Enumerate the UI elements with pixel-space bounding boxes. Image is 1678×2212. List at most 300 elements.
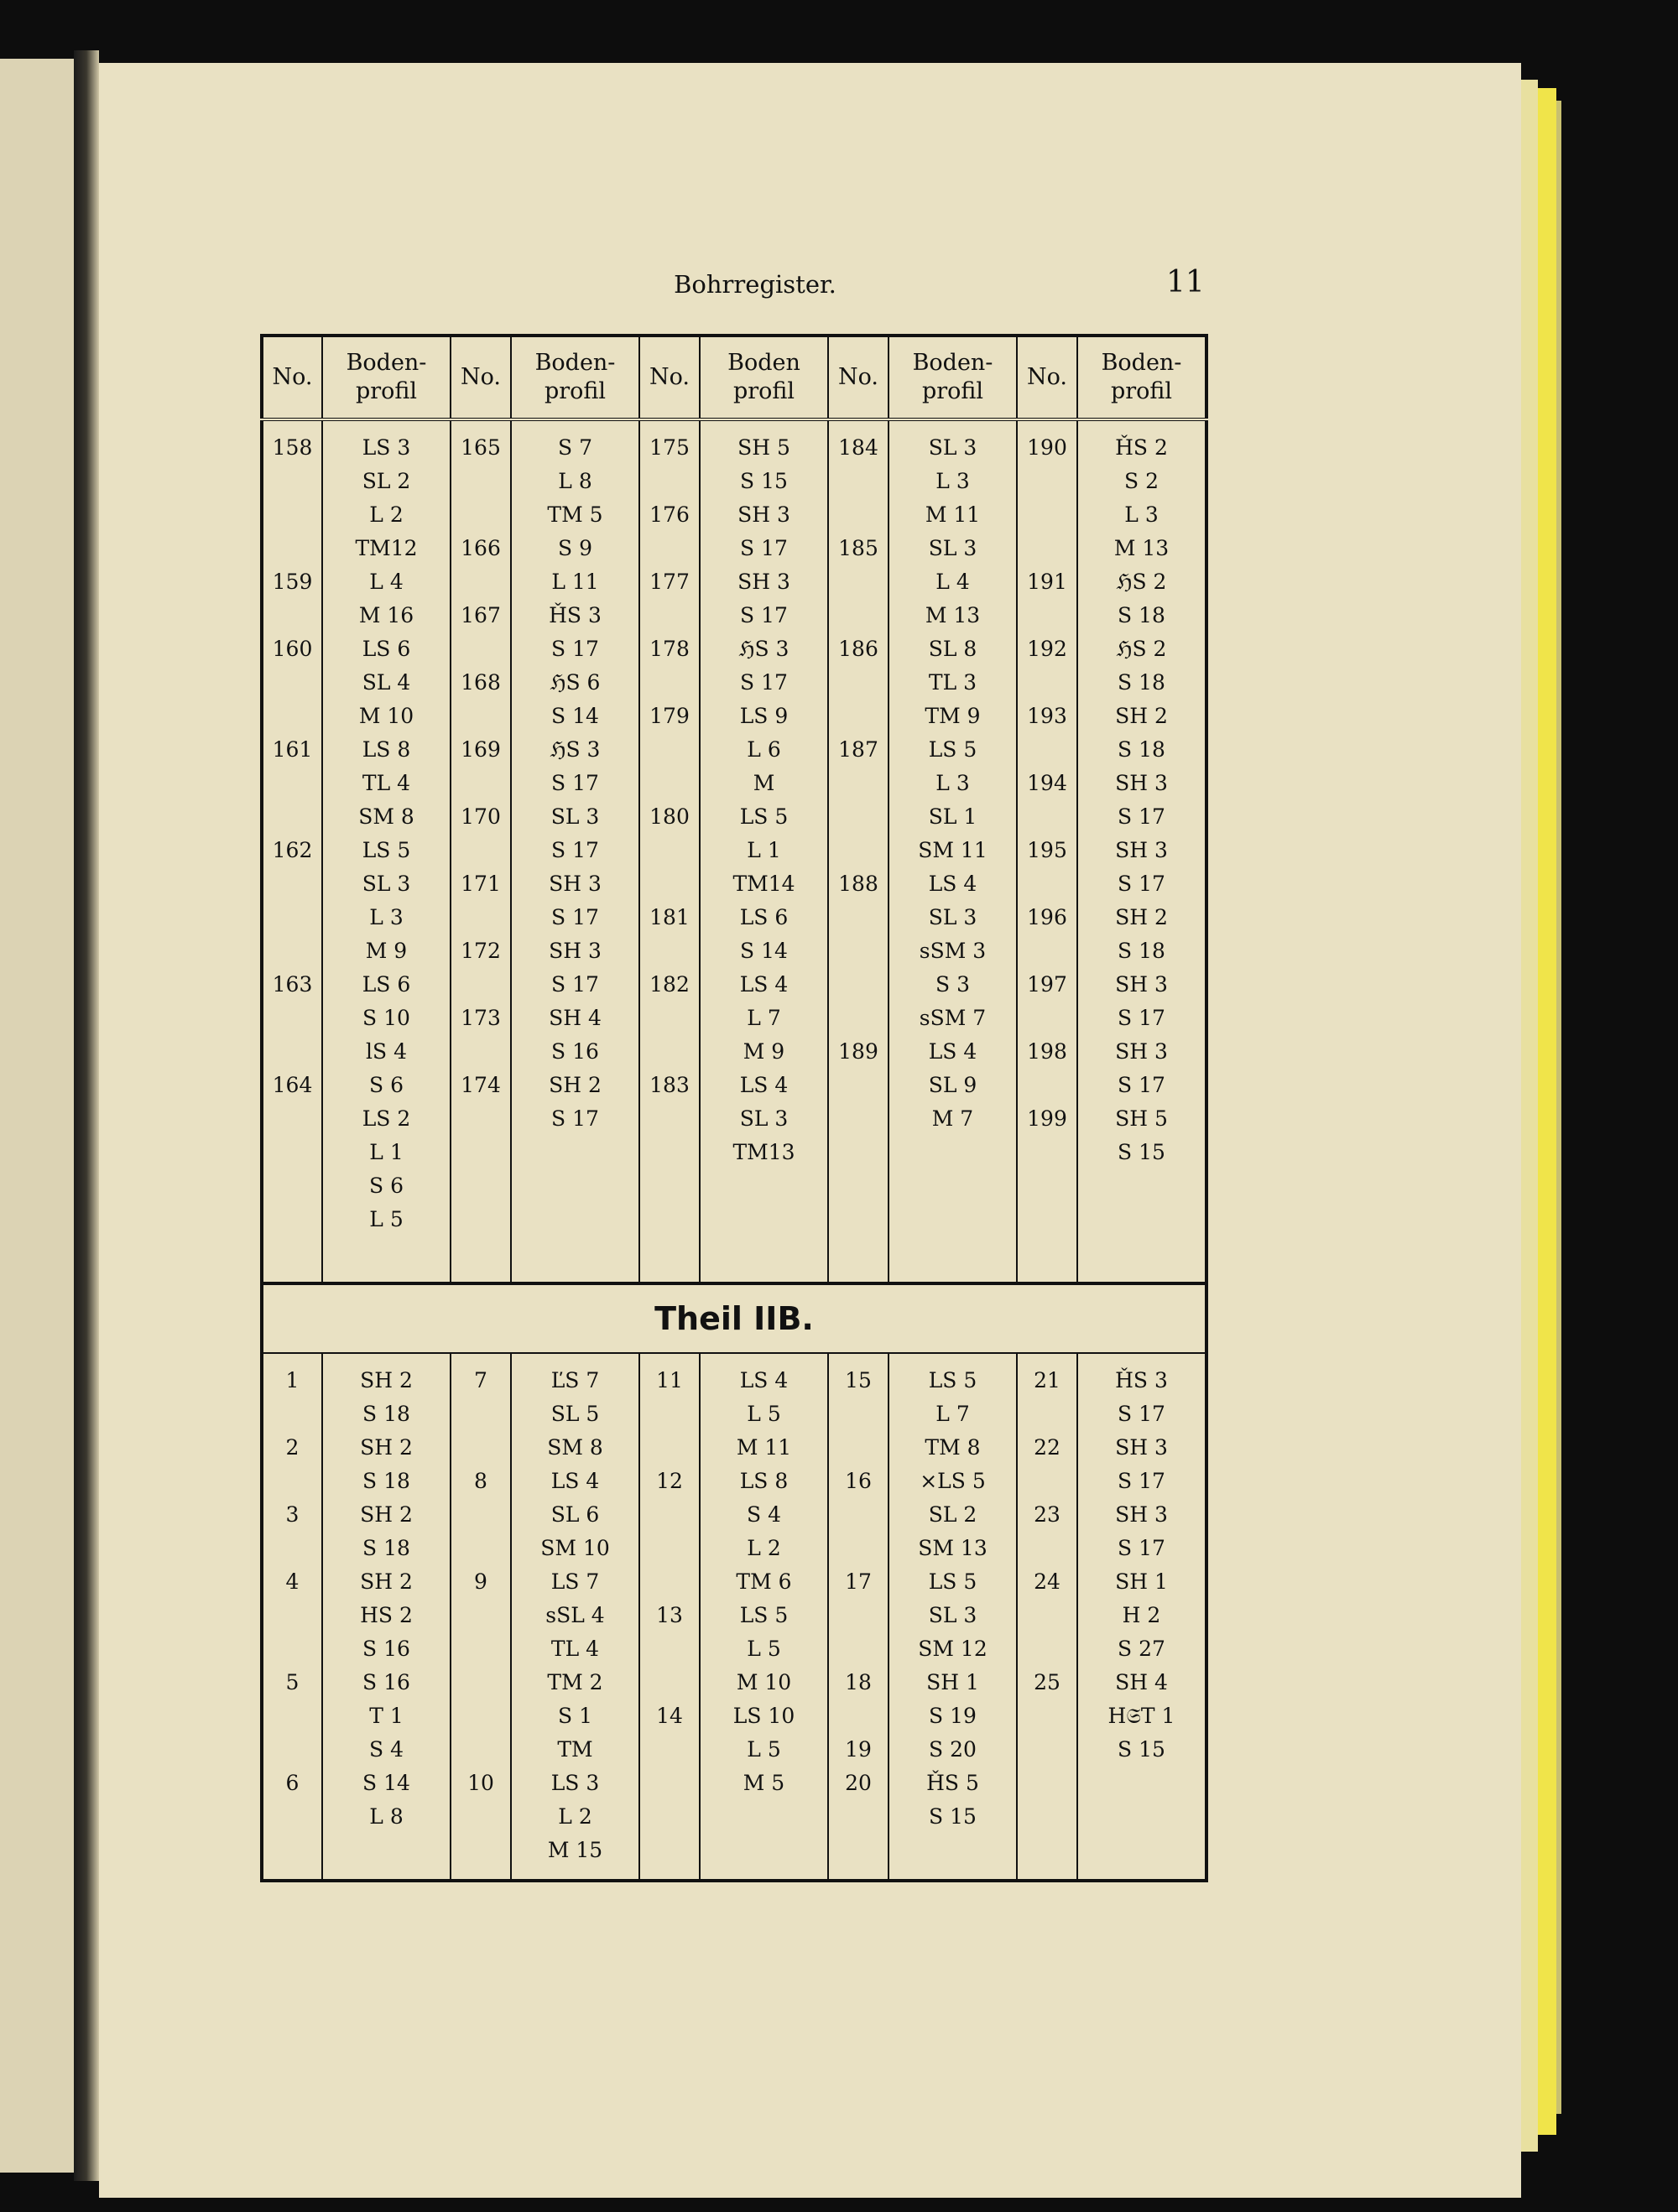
bohrung-number [829, 599, 888, 632]
bohrung-number [829, 968, 888, 1002]
profil-entry: ℌS 6 [550, 670, 601, 695]
profil-entry: TM 2 [547, 1670, 603, 1694]
bohrung-number: 193 [1027, 704, 1067, 728]
bohrung-number: 182 [649, 972, 690, 997]
profil-entry: S 20 [929, 1737, 977, 1762]
profil-entry: S 16 [551, 1039, 599, 1064]
profil-entry: L 3 [1124, 502, 1159, 527]
bohrung-number [263, 700, 321, 733]
bohrung-number [829, 465, 888, 498]
profil-entry: SH 3 [737, 570, 790, 594]
profil-entry: M [753, 771, 775, 795]
profil-entry: LS 5 [928, 1569, 977, 1594]
profil-entry: TM 6 [736, 1569, 792, 1594]
profil-entry: H 2 [1122, 1603, 1161, 1627]
profil-entry: L 5 [369, 1207, 404, 1231]
bohrung-number [829, 934, 888, 968]
profil-entry: L 1 [747, 838, 781, 862]
profil-entry: SH 3 [1115, 972, 1168, 997]
profil-entry: H𝔖T 1 [1107, 1704, 1175, 1728]
profil-entry: S 18 [1118, 670, 1165, 695]
profil-entry: SH 3 [1115, 1435, 1168, 1460]
number-column [451, 419, 511, 1283]
bohrung-number [263, 498, 321, 532]
profil-entry: LS 4 [550, 1469, 600, 1493]
profil-entry: S 18 [362, 1402, 410, 1426]
profil-entry: S 17 [551, 838, 599, 862]
profil-entry: S 17 [1118, 1073, 1165, 1097]
bohrung-number [1018, 934, 1076, 968]
bohrung-number: 192 [1027, 637, 1067, 661]
bohrung-number [263, 1632, 321, 1666]
profil-entry: TM14 [732, 872, 795, 896]
bohrung-number: 173 [461, 1006, 501, 1030]
bohrung-number: 166 [461, 536, 501, 560]
profil-entry: LS 10 [732, 1704, 795, 1728]
bohrung-number: 170 [461, 804, 501, 829]
profil-entry: SL 8 [928, 637, 977, 661]
bohrung-number [640, 934, 699, 968]
profil-entry: SL 3 [550, 804, 600, 829]
profil-entry: LS 4 [739, 972, 789, 997]
profil-entry: S 17 [551, 905, 599, 929]
bohrung-number [263, 800, 321, 834]
part2-row [262, 1353, 1206, 1881]
profil-entry: SH 2 [360, 1368, 413, 1392]
bohrung-number [640, 1136, 699, 1169]
profil-entry: S 17 [1118, 804, 1165, 829]
page-edges [1521, 80, 1538, 2152]
profil-entry: L 2 [369, 502, 404, 527]
bohrung-number [451, 1498, 510, 1532]
bohrung-number [1018, 800, 1076, 834]
profil-entry: S 15 [1118, 1737, 1165, 1762]
header-bodenprofil: Boden- profil [322, 336, 451, 419]
profil-entry: sSL 4 [545, 1603, 605, 1627]
bohrung-number: 181 [649, 905, 690, 929]
profil-entry: SL 9 [928, 1073, 977, 1097]
profil-entry: LS 4 [739, 1368, 789, 1392]
profil-entry: S 6 [369, 1073, 404, 1097]
profil-entry: TM 5 [547, 502, 603, 527]
bohrung-number [640, 1532, 699, 1565]
number-column [1017, 419, 1077, 1283]
bohrung-number [829, 1397, 888, 1431]
bohrung-number [640, 1565, 699, 1599]
profil-entry: SL 3 [362, 872, 411, 896]
bohrung-number: 191 [1027, 570, 1067, 594]
page-edges-yellow [1538, 88, 1556, 2135]
bohrung-number: 16 [845, 1469, 872, 1493]
profil-entry: S 27 [1118, 1637, 1165, 1661]
profil-entry: sSM 7 [919, 1006, 987, 1030]
bohrung-number [829, 1800, 888, 1834]
bohrung-number [263, 1599, 321, 1632]
bohrung-number: 8 [474, 1469, 487, 1493]
profil-entry: S 17 [740, 536, 788, 560]
profil-entry: ȞS 2 [1115, 435, 1168, 460]
profil-entry: LS 8 [362, 737, 411, 762]
profil-entry: S 14 [551, 704, 599, 728]
bohrung-number: 24 [1034, 1569, 1060, 1594]
profil-entry: S 18 [1118, 603, 1165, 627]
profil-entry: SH 1 [1115, 1569, 1168, 1594]
bohrung-number: 160 [272, 637, 313, 661]
page-edges-shadow [1556, 101, 1561, 2114]
profil-column [1077, 1353, 1206, 1881]
profil-entry: M 11 [736, 1435, 792, 1460]
bohrung-number: 21 [1034, 1368, 1060, 1392]
profil-entry: S 6 [369, 1174, 404, 1198]
profil-entry: SL 3 [739, 1106, 789, 1131]
bohrung-number: 179 [649, 704, 690, 728]
bohrung-number [263, 465, 321, 498]
profil-entry: TM [557, 1737, 593, 1762]
header-bodenprofil: Boden- profil [511, 336, 639, 419]
bohrung-number: 171 [461, 872, 501, 896]
profil-column [511, 1353, 639, 1881]
profil-entry: SL 2 [928, 1502, 977, 1527]
bohrung-number [640, 1397, 699, 1431]
bohrung-number: 159 [272, 570, 313, 594]
bohrung-number: 198 [1027, 1039, 1067, 1064]
bohrung-number: 13 [656, 1603, 683, 1627]
profil-entry: LS 7 [550, 1569, 600, 1594]
bohrung-number [640, 767, 699, 800]
running-title: Bohrregister. [674, 270, 836, 299]
profil-entry: L 5 [747, 1737, 781, 1762]
bohrung-number [829, 1431, 888, 1465]
bohrung-number: 195 [1027, 838, 1067, 862]
bohrung-number [640, 1767, 699, 1800]
bohrung-number: 10 [467, 1771, 494, 1795]
bohrung-number: 196 [1027, 905, 1067, 929]
profil-entry: S 15 [929, 1804, 977, 1829]
profil-entry: M 7 [931, 1106, 974, 1131]
profil-entry: TM 8 [925, 1435, 981, 1460]
profil-entry: SL 3 [928, 905, 977, 929]
bohrung-number [451, 767, 510, 800]
profil-entry: SH 2 [360, 1569, 413, 1594]
profil-entry: LS 5 [928, 737, 977, 762]
bohrung-number [263, 1236, 321, 1270]
profil-column [889, 419, 1017, 1283]
bohrung-number: 17 [845, 1569, 872, 1594]
header-bodenprofil: Boden profil [700, 336, 828, 419]
profil-entry: L 7 [747, 1006, 781, 1030]
profil-entry: L 6 [747, 737, 781, 762]
bohrung-number [1018, 465, 1076, 498]
number-column [639, 1353, 700, 1881]
profil-entry: M 13 [925, 603, 981, 627]
profil-entry: LS 5 [362, 838, 411, 862]
bohrung-number [263, 901, 321, 934]
profil-entry: SH 2 [549, 1073, 602, 1097]
bohrung-number [1018, 867, 1076, 901]
profil-entry: SH 2 [1115, 704, 1168, 728]
profil-entry: SH 2 [360, 1435, 413, 1460]
book-spine [74, 50, 99, 2181]
bohrung-number: 188 [838, 872, 878, 896]
profil-entry: SH 2 [360, 1502, 413, 1527]
profil-entry: SL 2 [362, 469, 411, 493]
profil-entry: L 4 [935, 570, 970, 594]
bohrung-number [451, 1733, 510, 1767]
profil-entry: S 17 [551, 771, 599, 795]
profil-entry: S 17 [1118, 872, 1165, 896]
bohrung-number [263, 1102, 321, 1136]
bohrung-number [829, 1632, 888, 1666]
profil-entry: LS 8 [739, 1469, 789, 1493]
profil-entry: S 17 [1118, 1402, 1165, 1426]
bohrung-number [1018, 1733, 1076, 1767]
profil-entry: SL 3 [928, 1603, 977, 1627]
profil-entry: LS 2 [362, 1106, 411, 1131]
profil-entry: S 19 [929, 1704, 977, 1728]
bohrung-number [263, 1699, 321, 1733]
bohrung-number: 177 [649, 570, 690, 594]
profil-entry: S 17 [1118, 1469, 1165, 1493]
profil-entry: S 7 [558, 435, 592, 460]
profil-entry: ĽS 7 [550, 1368, 600, 1392]
profil-entry: SH 3 [549, 872, 602, 896]
profil-entry: LS 3 [362, 435, 411, 460]
bohrung-number [451, 1102, 510, 1136]
bohrung-number [451, 565, 510, 599]
bohrung-number: 9 [474, 1569, 487, 1594]
number-column [639, 419, 700, 1283]
part1-row [262, 419, 1206, 1283]
bohrung-number: 20 [845, 1771, 872, 1795]
profil-entry: S 15 [740, 469, 788, 493]
bohrung-number [1018, 599, 1076, 632]
profil-entry: S 3 [935, 972, 970, 997]
profil-entry: LS 5 [739, 804, 789, 829]
bohrung-number: 1 [285, 1368, 300, 1392]
bohrung-number [451, 1800, 510, 1834]
bohrung-number [263, 1465, 321, 1498]
profil-entry: SL 3 [928, 536, 977, 560]
profil-entry: L 5 [747, 1402, 781, 1426]
bohrung-number [1018, 1397, 1076, 1431]
bohrung-number [263, 1002, 321, 1035]
profil-entry: L 3 [935, 771, 970, 795]
bohrung-number: 185 [838, 536, 878, 560]
profil-entry: S 9 [558, 536, 592, 560]
profil-entry: S 1 [558, 1704, 592, 1728]
bohrung-number: 169 [461, 737, 501, 762]
bohrung-number [451, 498, 510, 532]
bohrung-number: 186 [838, 637, 878, 661]
bohrung-number [451, 1397, 510, 1431]
profil-column [322, 1353, 451, 1881]
bohrung-number: 12 [656, 1469, 683, 1493]
bohrung-number [829, 1069, 888, 1102]
bohrung-number [829, 1002, 888, 1035]
profil-entry: S 17 [740, 603, 788, 627]
profil-entry: SH 3 [549, 939, 602, 963]
profil-entry: S 17 [551, 1106, 599, 1131]
bohrung-number [451, 1699, 510, 1733]
profil-entry: L 11 [551, 570, 599, 594]
bohrung-number [1018, 498, 1076, 532]
bohrung-number [263, 1169, 321, 1203]
profil-entry: S 15 [1118, 1140, 1165, 1164]
bohrung-number: 158 [272, 435, 313, 460]
bohrung-number: 25 [1034, 1670, 1060, 1694]
bohrung-number: 19 [845, 1737, 872, 1762]
profil-entry: SH 3 [1115, 838, 1168, 862]
bohrung-number [640, 1002, 699, 1035]
profil-entry: M 13 [1113, 536, 1170, 560]
profil-entry: M 10 [736, 1670, 792, 1694]
profil-entry: SH 3 [1115, 771, 1168, 795]
profil-entry: S 18 [1118, 737, 1165, 762]
profil-entry: S 4 [747, 1502, 781, 1527]
bohrung-number: 187 [838, 737, 878, 762]
profil-entry: TL 4 [550, 1637, 600, 1661]
profil-entry: LS 5 [739, 1603, 789, 1627]
bohrung-number [263, 1532, 321, 1565]
profil-entry: ȞS 5 [926, 1771, 979, 1795]
bohrung-number [829, 1699, 888, 1733]
bohrung-number [829, 1498, 888, 1532]
bohrung-number [451, 632, 510, 666]
profil-entry: L 1 [369, 1140, 404, 1164]
profil-entry: ℌS 2 [1116, 570, 1167, 594]
profil-entry: LS 4 [739, 1073, 789, 1097]
bohrung-number: 164 [272, 1073, 313, 1097]
bohrung-number [829, 1102, 888, 1136]
bohrung-number: 3 [285, 1502, 300, 1527]
profil-entry: SM 13 [918, 1536, 988, 1560]
profil-entry: LS 3 [550, 1771, 600, 1795]
profil-entry: S 10 [362, 1006, 410, 1030]
bohrung-number [640, 599, 699, 632]
header-bodenprofil: Boden- profil [889, 336, 1017, 419]
bohrung-number: 180 [649, 804, 690, 829]
header-no: No. [451, 336, 511, 419]
profil-entry: L 5 [747, 1637, 781, 1661]
bohrung-number: 161 [272, 737, 313, 762]
profil-entry: SM 12 [918, 1637, 988, 1661]
bohrung-number: 190 [1027, 435, 1067, 460]
bohrung-number [829, 800, 888, 834]
bohrung-number: 23 [1034, 1502, 1060, 1527]
profil-entry: ℌS 3 [738, 637, 789, 661]
profil-entry: ℌS 3 [550, 737, 601, 762]
profil-entry: S 17 [1118, 1536, 1165, 1560]
bohrung-number [263, 1733, 321, 1767]
bohrung-number [1018, 1136, 1076, 1169]
profil-entry: L 7 [935, 1402, 970, 1426]
page-number: 11 [1166, 265, 1205, 299]
profil-entry: SH 1 [926, 1670, 979, 1694]
bohrung-number: 6 [285, 1771, 300, 1795]
profil-entry: SL 4 [362, 670, 411, 695]
profil-entry: S 16 [362, 1637, 410, 1661]
bohrung-number [640, 867, 699, 901]
bohrung-number [640, 666, 699, 700]
profil-entry: TL 3 [928, 670, 977, 695]
bohrung-number [451, 968, 510, 1002]
bohrung-number: 4 [285, 1569, 300, 1594]
profil-entry: TM 9 [925, 704, 981, 728]
bohrung-number [640, 733, 699, 767]
profil-entry: S 17 [740, 670, 788, 695]
profil-entry: M 16 [358, 603, 414, 627]
profil-entry: L 3 [369, 905, 404, 929]
bohrung-number: 15 [845, 1368, 872, 1392]
profil-entry: lS 4 [366, 1039, 407, 1064]
bohrung-number [1018, 1465, 1076, 1498]
profil-entry: SH 4 [549, 1006, 602, 1030]
bohrung-number [451, 465, 510, 498]
bohrung-number: 175 [649, 435, 690, 460]
bohrung-number [263, 1136, 321, 1169]
profil-entry: SH 3 [1115, 1039, 1168, 1064]
left-page-edge [0, 59, 74, 2173]
profil-entry: SH 3 [1115, 1502, 1168, 1527]
profil-entry: SL 6 [550, 1502, 600, 1527]
profil-entry: M 9 [365, 939, 408, 963]
bohrung-number: 167 [461, 603, 501, 627]
profil-entry: ℌS 2 [1116, 637, 1167, 661]
bohrung-number [451, 1666, 510, 1699]
profil-entry: S 14 [740, 939, 788, 963]
bohrung-number [829, 767, 888, 800]
bohrung-number [1018, 1069, 1076, 1102]
bohrung-number [640, 1666, 699, 1699]
bohrung-number [263, 599, 321, 632]
bohrung-number [263, 532, 321, 565]
profil-entry: SH 4 [1115, 1670, 1168, 1694]
profil-entry: LS 6 [362, 637, 411, 661]
bohrung-number [451, 1035, 510, 1069]
bohrung-number [1018, 1632, 1076, 1666]
bohrung-number [640, 1498, 699, 1532]
bohrung-number [451, 700, 510, 733]
profil-entry: S 17 [551, 637, 599, 661]
bohrung-number [640, 1733, 699, 1767]
bohrung-number: 174 [461, 1073, 501, 1097]
profil-entry: HS 2 [360, 1603, 413, 1627]
profil-column [322, 419, 451, 1283]
header-bodenprofil: Boden- profil [1077, 336, 1206, 419]
bohrung-number: 5 [285, 1670, 300, 1694]
number-column [451, 1353, 511, 1881]
profil-column [889, 1353, 1017, 1881]
bohrung-number [1018, 1532, 1076, 1565]
profil-entry: L 2 [558, 1804, 592, 1829]
profil-entry: LS 4 [928, 872, 977, 896]
profil-entry: SH 5 [737, 435, 790, 460]
profil-entry: TL 4 [362, 771, 411, 795]
header-no: No. [639, 336, 700, 419]
profil-column [1077, 419, 1206, 1283]
profil-entry: TM13 [732, 1140, 795, 1164]
number-column [262, 419, 322, 1283]
profil-entry: ȞS 3 [1115, 1368, 1168, 1392]
profil-entry: SM 8 [358, 804, 414, 829]
bohrung-number [451, 1599, 510, 1632]
profil-entry: SH 2 [1115, 905, 1168, 929]
profil-column [700, 419, 828, 1283]
bohrung-number [1018, 1599, 1076, 1632]
bohrung-number [263, 1035, 321, 1069]
bohrung-number [640, 1102, 699, 1136]
profil-entry: M 11 [925, 502, 981, 527]
